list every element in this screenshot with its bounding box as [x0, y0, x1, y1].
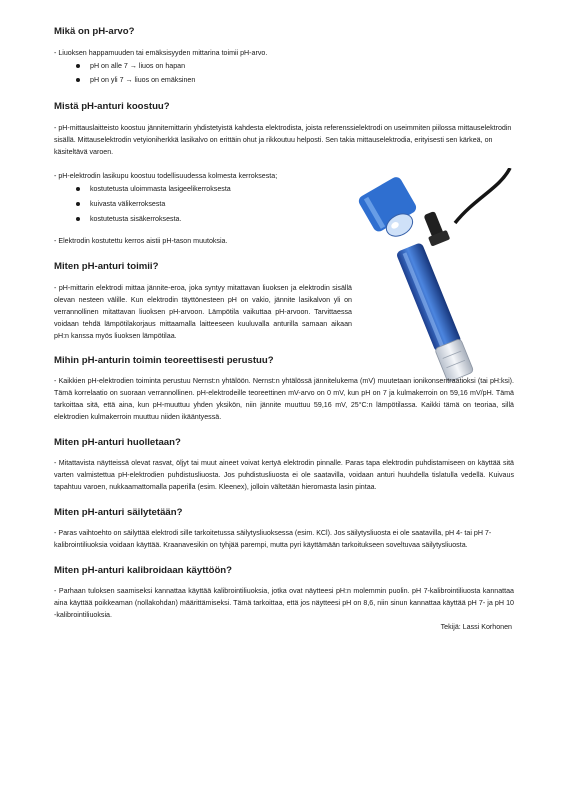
heading-kalibroidaan: Miten pH-anturi kalibroidaan käyttöön?	[54, 565, 233, 576]
list-item: kostutetusta uloimmasta lasigeelikerroksesta	[76, 182, 514, 197]
heading-koostuu: Mistä pH-anturi koostuu?	[54, 101, 170, 112]
heading-huolletaan: Miten pH-anturi huolletaan?	[54, 437, 181, 448]
list-item: kostutetusta sisäkerroksesta.	[76, 212, 514, 227]
s2-para3: - Elektrodin kostutettu kerros aistii pH-tason muutoksia.	[54, 237, 228, 245]
s7-para: - Parhaan tuloksen saamiseksi kannattaa käyttää kalibrointiliuoksia, jotka ovat näytteesi pH:n molemmin puolin. pH 7-kalibrointiliuosta kannattaa aina käyttää poikkeaman (nollakohdan) määrittämiseksi. Tämä tarkoittaa, että jos näytteesi pH on 8,6, niin sinun kannattaa käyttää pH 7- ja pH 10 -kalibrointiliuoksia.	[54, 587, 514, 619]
list-item: pH on alle 7 → liuos on hapan	[76, 59, 514, 73]
list-item: kuivasta välikerroksesta	[76, 197, 514, 212]
heading-ph-arvo: Mikä on pH-arvo?	[54, 26, 135, 37]
s1-intro: - Liuoksen happamuuden tai emäksisyyden mittarina toimii pH-arvo.	[54, 49, 268, 57]
s1-list	[54, 59, 514, 87]
s2-list	[54, 182, 514, 227]
s5-para: - Mitattavista näytteissä olevat rasvat, öljyt tai muut aineet voivat kertyä elektrodin pinnalle. Paras tapa elektrodin puhdistamiseen on käyttää sitä varten valmistettua pH-elektrodien puhdistusliuosta. Jos puhdistusliuosta ei ole saatavilla, voidaan anturi huuhdella tislatulla vedellä. Kuivaus tapahtuu varoen, nukkaamattomalla paperilla (esim. Kleenex), jolloin vältetään hieromasta lasin pintaa.	[54, 459, 514, 491]
s3-para: - pH-mittarin elektrodi mittaa jännite-eroa, joka syntyy mitattavan liuoksen ja elektrodin sisällä olevan nesteen välille. Kun elektrodin täyttönesteen pH on vakio, jännite lasikalvon yli on verrannollinen mitattavan liuoksen pH-arvoon. Lämpötila vaikuttaa pH-arvoon. Tarvittaessa voidaan tehdä lämpötilakorjaus mittaamalla laitteeseen kuuluvalla anturilla samaan aikaan pH:n kanssa myös liuoksen lämpötilaa.	[54, 284, 352, 340]
author-line: Tekijä: Lassi Korhonen	[440, 623, 512, 631]
document-page	[54, 26, 514, 633]
heading-teoria: Mihin pH-anturin toimin teoreettisesti perustuu?	[54, 355, 274, 366]
list-item: pH on yli 7 → liuos on emäksinen	[76, 73, 514, 87]
s2-para2: - pH-elektrodin lasikupu koostuu todellisuudessa kolmesta kerroksesta;	[54, 172, 278, 180]
heading-sailytetaan: Miten pH-anturi säilytetään?	[54, 507, 183, 518]
s6-para: - Paras vaihtoehto on säilyttää elektrodi sille tarkoitetussa säilytysliuoksessa (esim. KCl). Jos säilytysliuosta ei ole saatavilla, pH 4- tai pH 7-kalibrointiliuoksia voidaan käyttää. Kraanavesikin on tyhjää parempi, mutta pyri käyttämään tarkoitukseen soveltuvaa säilytysliuosta.	[54, 529, 492, 549]
s4-para: - Kaikkien pH-elektrodien toiminta perustuu Nernst:n yhtälöön. Nernst:n yhtälössä jännitelukema (mV) muutetaan ionikonsentraatioksi (tai pH:ksi). Tämä korrelaatio on suoraan verrannollinen. pH-elektrodeille teoreettinen mV-arvo on 0 mV, kun pH on 7 ja kulmakerroin on 59,16 mV/pH. Tämä tarkoittaa sitä, että aina, kun pH-muuttuu yhden yksikön, niin jännite muuttuu 59,16 mV, 25°C:n lämpötilassa. Kaikki tämä on teoriaa, sillä elektrodien kulmakerroin muuttuu niiden ikääntyessä.	[54, 377, 514, 421]
s2-para1: - pH-mittauslaitteisto koostuu jännitemittarin yhdistetyistä kahdesta elektrodista, joista referenssielektrodi on useimmiten piilossa mittauselektrodin sisällä. Mittauselektrodin vetyioniherkkä lasikalvo on erittäin ohut ja rikkoutuu helposti. Sen takia mittauselektrodia, erityisesti sen kärkeä, on käsiteltävä varoen.	[54, 124, 512, 156]
heading-toimii: Miten pH-anturi toimii?	[54, 261, 159, 272]
